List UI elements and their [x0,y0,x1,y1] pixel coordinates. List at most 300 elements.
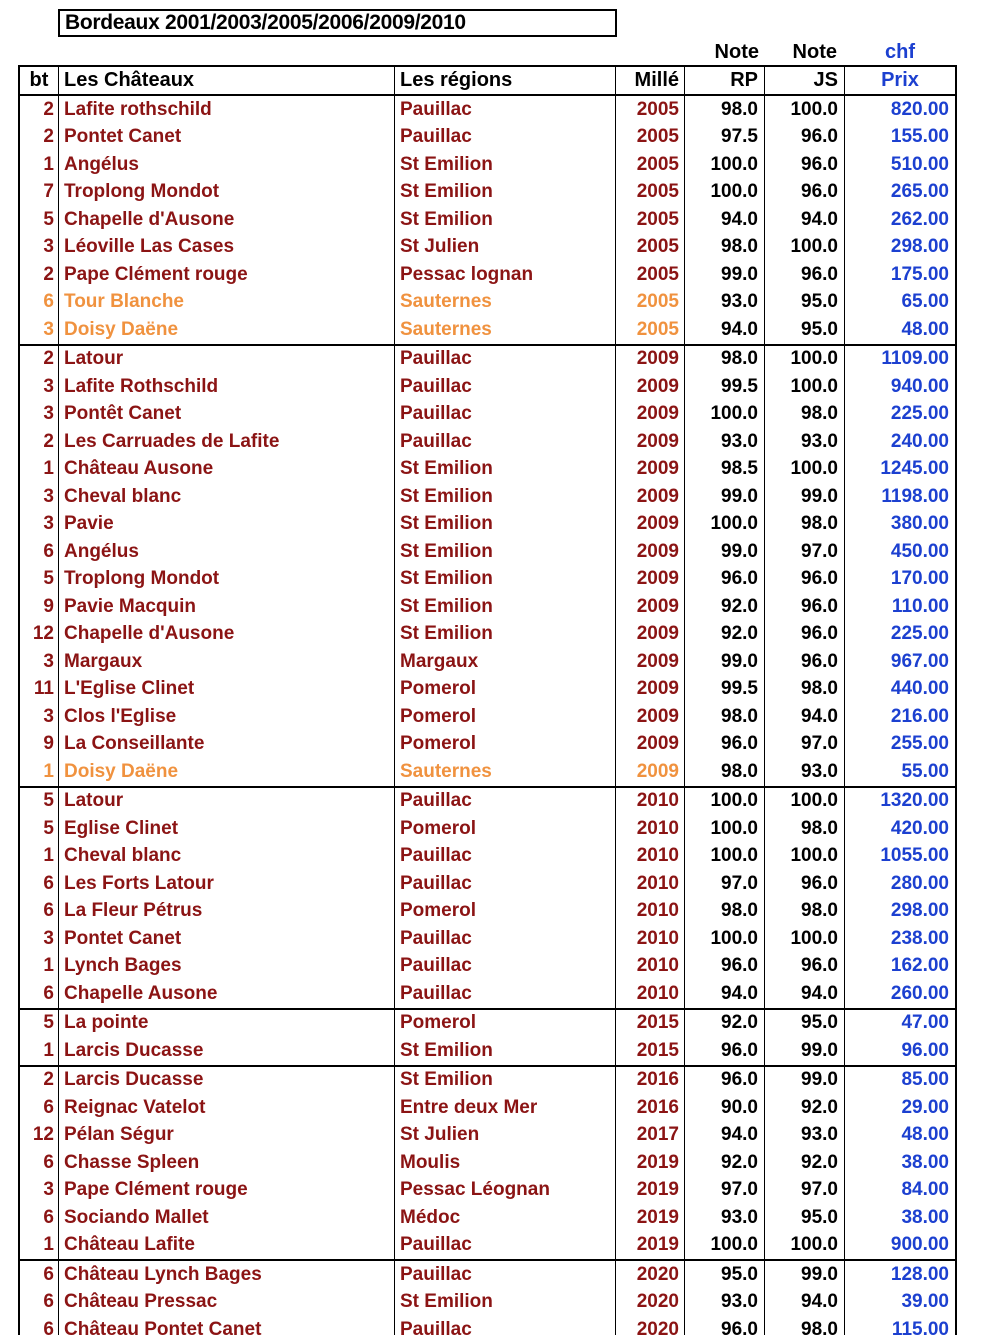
bt-cell: 12 [20,621,59,649]
price-cell: 29.00 [901,1096,949,1118]
table-row [20,483,955,511]
mille-cell: 2020 [616,1289,685,1317]
table-row [20,1261,955,1289]
region-cell: Pauillac [395,870,616,898]
price-cell: 39.00 [901,1291,949,1313]
price-cell: 240.00 [890,430,949,452]
table-row [20,1094,955,1122]
table-row [20,346,955,374]
bt-cell: 1 [20,953,59,981]
js-note-cell: 97.0 [765,538,845,566]
region-cell: St Emilion [395,621,616,649]
js-note-cell: 98.0 [765,401,845,429]
price-cell: 1198.00 [881,485,949,507]
region-cell: Pauillac [395,373,616,401]
chateau-cell: Angélus [59,151,395,179]
table-row [20,980,955,1008]
mille-cell: 2005 [616,151,685,179]
bt-cell: 1 [20,151,59,179]
mille-cell: 2019 [616,1177,685,1205]
mille-cell: 2010 [616,788,685,816]
wine-table [18,65,957,1335]
rp-note-cell: 92.0 [685,621,765,649]
bt-cell: 3 [20,925,59,953]
region-cell: Pessac lognan [395,261,616,289]
regions-column-header: Les régions [395,67,616,94]
table-row [20,401,955,429]
mille-cell: 2020 [616,1316,685,1335]
chateau-cell: Sociando Mallet [59,1204,395,1232]
year-group [20,788,955,1010]
bt-cell: 6 [20,1261,59,1289]
chateau-cell: Doisy Daëne [59,316,395,344]
price-cell: 1320.00 [880,790,949,812]
mille-cell: 2010 [616,898,685,926]
pre-header-labels [18,38,957,64]
chateau-cell: Pape Clément rouge [59,1177,395,1205]
table-row [20,511,955,539]
chateau-cell: Château Pressac [59,1289,395,1317]
region-cell: St Emilion [395,206,616,234]
js-column-header: JS [765,67,845,94]
chf-label: chf [885,41,915,63]
price-cell: 820.00 [890,98,949,120]
js-note-cell: 96.0 [765,151,845,179]
chateau-cell: Angélus [59,538,395,566]
region-cell: Pessac Léognan [395,1177,616,1205]
region-cell: Sauternes [395,316,616,344]
rp-note-cell: 98.0 [685,758,765,786]
table-row [20,1204,955,1232]
bt-cell: 1 [20,1037,59,1065]
rp-note-cell: 98.0 [685,898,765,926]
chateau-cell: Chapelle d'Ausone [59,621,395,649]
price-cell: 1245.00 [880,458,949,480]
mille-cell: 2009 [616,428,685,456]
region-cell: Pomerol [395,703,616,731]
rp-note-cell: 96.0 [685,1037,765,1065]
mille-cell: 2016 [616,1094,685,1122]
mille-cell: 2005 [616,261,685,289]
price-cell: 298.00 [890,236,949,258]
bt-cell: 2 [20,1067,59,1095]
js-note-cell: 97.0 [765,731,845,759]
bt-cell: 5 [20,206,59,234]
price-cell: 900.00 [890,1234,949,1256]
js-note-cell: 94.0 [765,703,845,731]
chateau-cell: Les Forts Latour [59,870,395,898]
table-row [20,621,955,649]
js-note-cell: 93.0 [765,758,845,786]
bt-cell: 7 [20,179,59,207]
chateau-cell: Château Lafite [59,1232,395,1260]
price-cell: 170.00 [890,568,949,590]
rp-note-cell: 97.5 [685,124,765,152]
bt-cell: 5 [20,1010,59,1038]
title-box [58,9,617,37]
js-note-cell: 96.0 [765,621,845,649]
chateaux-column-header: Les Châteaux [59,67,395,94]
bt-cell: 2 [20,124,59,152]
chateau-cell: Château Lynch Bages [59,1261,395,1289]
region-cell: St Emilion [395,483,616,511]
table-row [20,1289,955,1317]
js-note-cell: 100.0 [765,234,845,262]
chateau-cell: Larcis Ducasse [59,1067,395,1095]
region-cell: Pauillac [395,401,616,429]
mille-cell: 2005 [616,179,685,207]
table-row [20,1149,955,1177]
rp-note-cell: 94.0 [685,980,765,1008]
page-title: Bordeaux 2001/2003/2005/2006/2009/2010 [65,11,466,34]
chateau-cell: Pontet Canet [59,124,395,152]
bt-cell: 6 [20,980,59,1008]
mille-cell: 2005 [616,234,685,262]
mille-cell: 2005 [616,124,685,152]
bt-cell: 1 [20,843,59,871]
price-cell: 255.00 [890,733,949,755]
rp-note-cell: 98.0 [685,234,765,262]
bt-cell: 3 [20,234,59,262]
chateau-cell: Eglise Clinet [59,815,395,843]
js-note-cell: 100.0 [765,788,845,816]
bt-cell: 6 [20,1289,59,1317]
price-cell: 84.00 [901,1179,949,1201]
mille-cell: 2005 [616,316,685,344]
js-note-cell: 95.0 [765,316,845,344]
price-cell: 115.00 [891,1318,949,1335]
table-row [20,758,955,786]
table-row [20,1067,955,1095]
bt-cell: 9 [20,731,59,759]
table-row [20,1232,955,1260]
mille-cell: 2019 [616,1149,685,1177]
chateau-cell: Cheval blanc [59,483,395,511]
mille-cell: 2010 [616,870,685,898]
mille-cell: 2005 [616,96,685,124]
region-cell: Margaux [395,648,616,676]
table-row [20,124,955,152]
chateau-cell: Pélan Ségur [59,1122,395,1150]
bt-cell: 3 [20,483,59,511]
rp-note-cell: 99.0 [685,538,765,566]
rp-note-cell: 100.0 [685,401,765,429]
region-cell: Pomerol [395,898,616,926]
price-cell: 128.00 [890,1263,949,1285]
mille-column-header: Millé [616,67,685,94]
mille-cell: 2015 [616,1010,685,1038]
region-cell: St Julien [395,234,616,262]
bt-cell: 11 [20,676,59,704]
bt-cell: 1 [20,1232,59,1260]
js-note-cell: 94.0 [765,980,845,1008]
region-cell: St Emilion [395,151,616,179]
js-note-cell: 92.0 [765,1094,845,1122]
rp-note-cell: 92.0 [685,1149,765,1177]
region-cell: Pauillac [395,1232,616,1260]
table-row [20,676,955,704]
table-row [20,261,955,289]
rp-note-cell: 97.0 [685,870,765,898]
year-group [20,1067,955,1262]
rp-note-cell: 90.0 [685,1094,765,1122]
chateau-cell: Clos l'Eglise [59,703,395,731]
table-row [20,234,955,262]
table-row [20,179,955,207]
price-cell: 262.00 [890,208,949,230]
region-cell: St Emilion [395,538,616,566]
mille-cell: 2015 [616,1037,685,1065]
js-note-cell: 98.0 [765,511,845,539]
rp-note-cell: 100.0 [685,151,765,179]
price-cell: 216.00 [890,705,949,727]
chateau-cell: Larcis Ducasse [59,1037,395,1065]
price-cell: 96.00 [901,1039,949,1061]
table-row [20,1177,955,1205]
rp-note-cell: 96.0 [685,953,765,981]
js-note-cell: 99.0 [765,1037,845,1065]
mille-cell: 2019 [616,1204,685,1232]
js-note-cell: 96.0 [765,261,845,289]
bt-cell: 3 [20,648,59,676]
js-note-cell: 94.0 [765,1289,845,1317]
region-cell: Pauillac [395,788,616,816]
region-cell: Pomerol [395,731,616,759]
table-row [20,1010,955,1038]
rp-note-cell: 100.0 [685,815,765,843]
table-row [20,96,955,124]
rp-note-cell: 99.0 [685,261,765,289]
js-note-cell: 95.0 [765,289,845,317]
mille-cell: 2009 [616,648,685,676]
chateau-cell: Pontet Canet [59,925,395,953]
js-note-cell: 96.0 [765,593,845,621]
chateau-cell: Léoville Las Cases [59,234,395,262]
js-note-cell: 99.0 [765,1261,845,1289]
table-row [20,925,955,953]
price-cell: 155.00 [890,126,949,148]
price-cell: 47.00 [901,1012,949,1034]
bt-cell: 3 [20,401,59,429]
price-cell: 85.00 [901,1069,949,1091]
table-row [20,788,955,816]
bt-cell: 6 [20,1204,59,1232]
mille-cell: 2019 [616,1232,685,1260]
rp-note-cell: 97.0 [685,1177,765,1205]
region-cell: Pauillac [395,346,616,374]
mille-cell: 2009 [616,538,685,566]
bt-cell: 6 [20,870,59,898]
chateau-cell: Reignac Vatelot [59,1094,395,1122]
js-note-cell: 99.0 [765,483,845,511]
table-row [20,843,955,871]
rp-note-cell: 93.0 [685,289,765,317]
bt-cell: 1 [20,758,59,786]
js-note-cell: 96.0 [765,566,845,594]
js-note-cell: 96.0 [765,124,845,152]
bt-cell: 3 [20,511,59,539]
table-row [20,870,955,898]
mille-cell: 2010 [616,925,685,953]
bt-cell: 6 [20,898,59,926]
rp-note-cell: 94.0 [685,1122,765,1150]
chateau-cell: Château Pontet Canet [59,1316,395,1335]
price-cell: 65.00 [901,291,949,313]
rp-note-cell: 100.0 [685,179,765,207]
rp-note-cell: 100.0 [685,788,765,816]
mille-cell: 2009 [616,621,685,649]
year-group [20,1010,955,1067]
mille-cell: 2005 [616,206,685,234]
rp-note-cell: 93.0 [685,428,765,456]
bt-cell: 3 [20,703,59,731]
price-cell: 38.00 [901,1206,949,1228]
region-cell: Médoc [395,1204,616,1232]
region-cell: St Emilion [395,593,616,621]
price-cell: 225.00 [890,623,949,645]
bt-cell: 3 [20,373,59,401]
mille-cell: 2009 [616,566,685,594]
rp-note-cell: 96.0 [685,1067,765,1095]
mille-cell: 2010 [616,980,685,1008]
table-row [20,731,955,759]
bt-cell: 3 [20,1177,59,1205]
rp-note-cell: 96.0 [685,566,765,594]
price-cell: 510.00 [890,153,949,175]
mille-cell: 2010 [616,815,685,843]
rp-note-cell: 100.0 [685,925,765,953]
table-row [20,1316,955,1335]
region-cell: Pauillac [395,925,616,953]
rp-note-cell: 99.0 [685,483,765,511]
table-row [20,898,955,926]
chateau-cell: Tour Blanche [59,289,395,317]
js-note-cell: 99.0 [765,1067,845,1095]
mille-cell: 2009 [616,703,685,731]
mille-cell: 2009 [616,676,685,704]
chateau-cell: La pointe [59,1010,395,1038]
bt-column-header: bt [20,67,59,94]
bt-cell: 2 [20,261,59,289]
js-note-cell: 100.0 [765,843,845,871]
rp-note-cell: 96.0 [685,731,765,759]
table-header-row [20,67,955,96]
table-row [20,456,955,484]
mille-cell: 2017 [616,1122,685,1150]
price-cell: 38.00 [901,1151,949,1173]
table-row [20,566,955,594]
bt-cell: 6 [20,1316,59,1335]
region-cell: St Julien [395,1122,616,1150]
chateau-cell: La Conseillante [59,731,395,759]
mille-cell: 2009 [616,456,685,484]
year-group [20,1261,955,1335]
table-row [20,648,955,676]
chateau-cell: Pavie [59,511,395,539]
region-cell: Pauillac [395,980,616,1008]
js-note-cell: 98.0 [765,1316,845,1335]
bt-cell: 1 [20,456,59,484]
region-cell: Pomerol [395,676,616,704]
rp-note-cell: 96.0 [685,1316,765,1335]
price-cell: 420.00 [890,817,949,839]
chateau-cell: Pape Clément rouge [59,261,395,289]
mille-cell: 2010 [616,843,685,871]
js-note-cell: 96.0 [765,953,845,981]
js-note-cell: 94.0 [765,206,845,234]
mille-cell: 2009 [616,511,685,539]
rp-note-cell: 98.0 [685,703,765,731]
note-js-label: Note [792,41,837,63]
js-note-cell: 98.0 [765,815,845,843]
price-cell: 380.00 [890,513,949,535]
mille-cell: 2009 [616,483,685,511]
chateau-cell: Latour [59,788,395,816]
rp-note-cell: 99.5 [685,676,765,704]
mille-cell: 2020 [616,1261,685,1289]
region-cell: Sauternes [395,758,616,786]
js-note-cell: 98.0 [765,898,845,926]
rp-note-cell: 99.5 [685,373,765,401]
js-note-cell: 95.0 [765,1204,845,1232]
rp-note-cell: 92.0 [685,593,765,621]
chateau-cell: Chapelle Ausone [59,980,395,1008]
js-note-cell: 93.0 [765,428,845,456]
bt-cell: 3 [20,316,59,344]
rp-note-cell: 94.0 [685,316,765,344]
region-cell: Pauillac [395,953,616,981]
rp-note-cell: 95.0 [685,1261,765,1289]
rp-note-cell: 93.0 [685,1204,765,1232]
mille-cell: 2009 [616,758,685,786]
price-cell: 440.00 [890,678,949,700]
js-note-cell: 96.0 [765,870,845,898]
js-note-cell: 100.0 [765,346,845,374]
table-row [20,703,955,731]
bt-cell: 5 [20,815,59,843]
rp-note-cell: 94.0 [685,206,765,234]
chateau-cell: Troplong Mondot [59,566,395,594]
rp-note-cell: 100.0 [685,1232,765,1260]
price-cell: 260.00 [890,982,949,1004]
rp-note-cell: 98.5 [685,456,765,484]
region-cell: Pomerol [395,1010,616,1038]
table-row [20,373,955,401]
price-cell: 48.00 [901,318,949,340]
region-cell: Pauillac [395,1316,616,1335]
chateau-cell: Margaux [59,648,395,676]
js-note-cell: 100.0 [765,373,845,401]
mille-cell: 2009 [616,346,685,374]
bt-cell: 2 [20,428,59,456]
region-cell: St Emilion [395,179,616,207]
chateau-cell: Latour [59,346,395,374]
bt-cell: 6 [20,1149,59,1177]
bt-cell: 9 [20,593,59,621]
rp-note-cell: 99.0 [685,648,765,676]
year-group [20,346,955,788]
price-cell: 1109.00 [881,348,949,370]
chateau-cell: Doisy Daëne [59,758,395,786]
rp-note-cell: 93.0 [685,1289,765,1317]
table-row [20,151,955,179]
region-cell: St Emilion [395,566,616,594]
price-cell: 298.00 [890,900,949,922]
chateau-cell: Château Ausone [59,456,395,484]
js-note-cell: 100.0 [765,1232,845,1260]
bt-cell: 2 [20,346,59,374]
region-cell: Sauternes [395,289,616,317]
